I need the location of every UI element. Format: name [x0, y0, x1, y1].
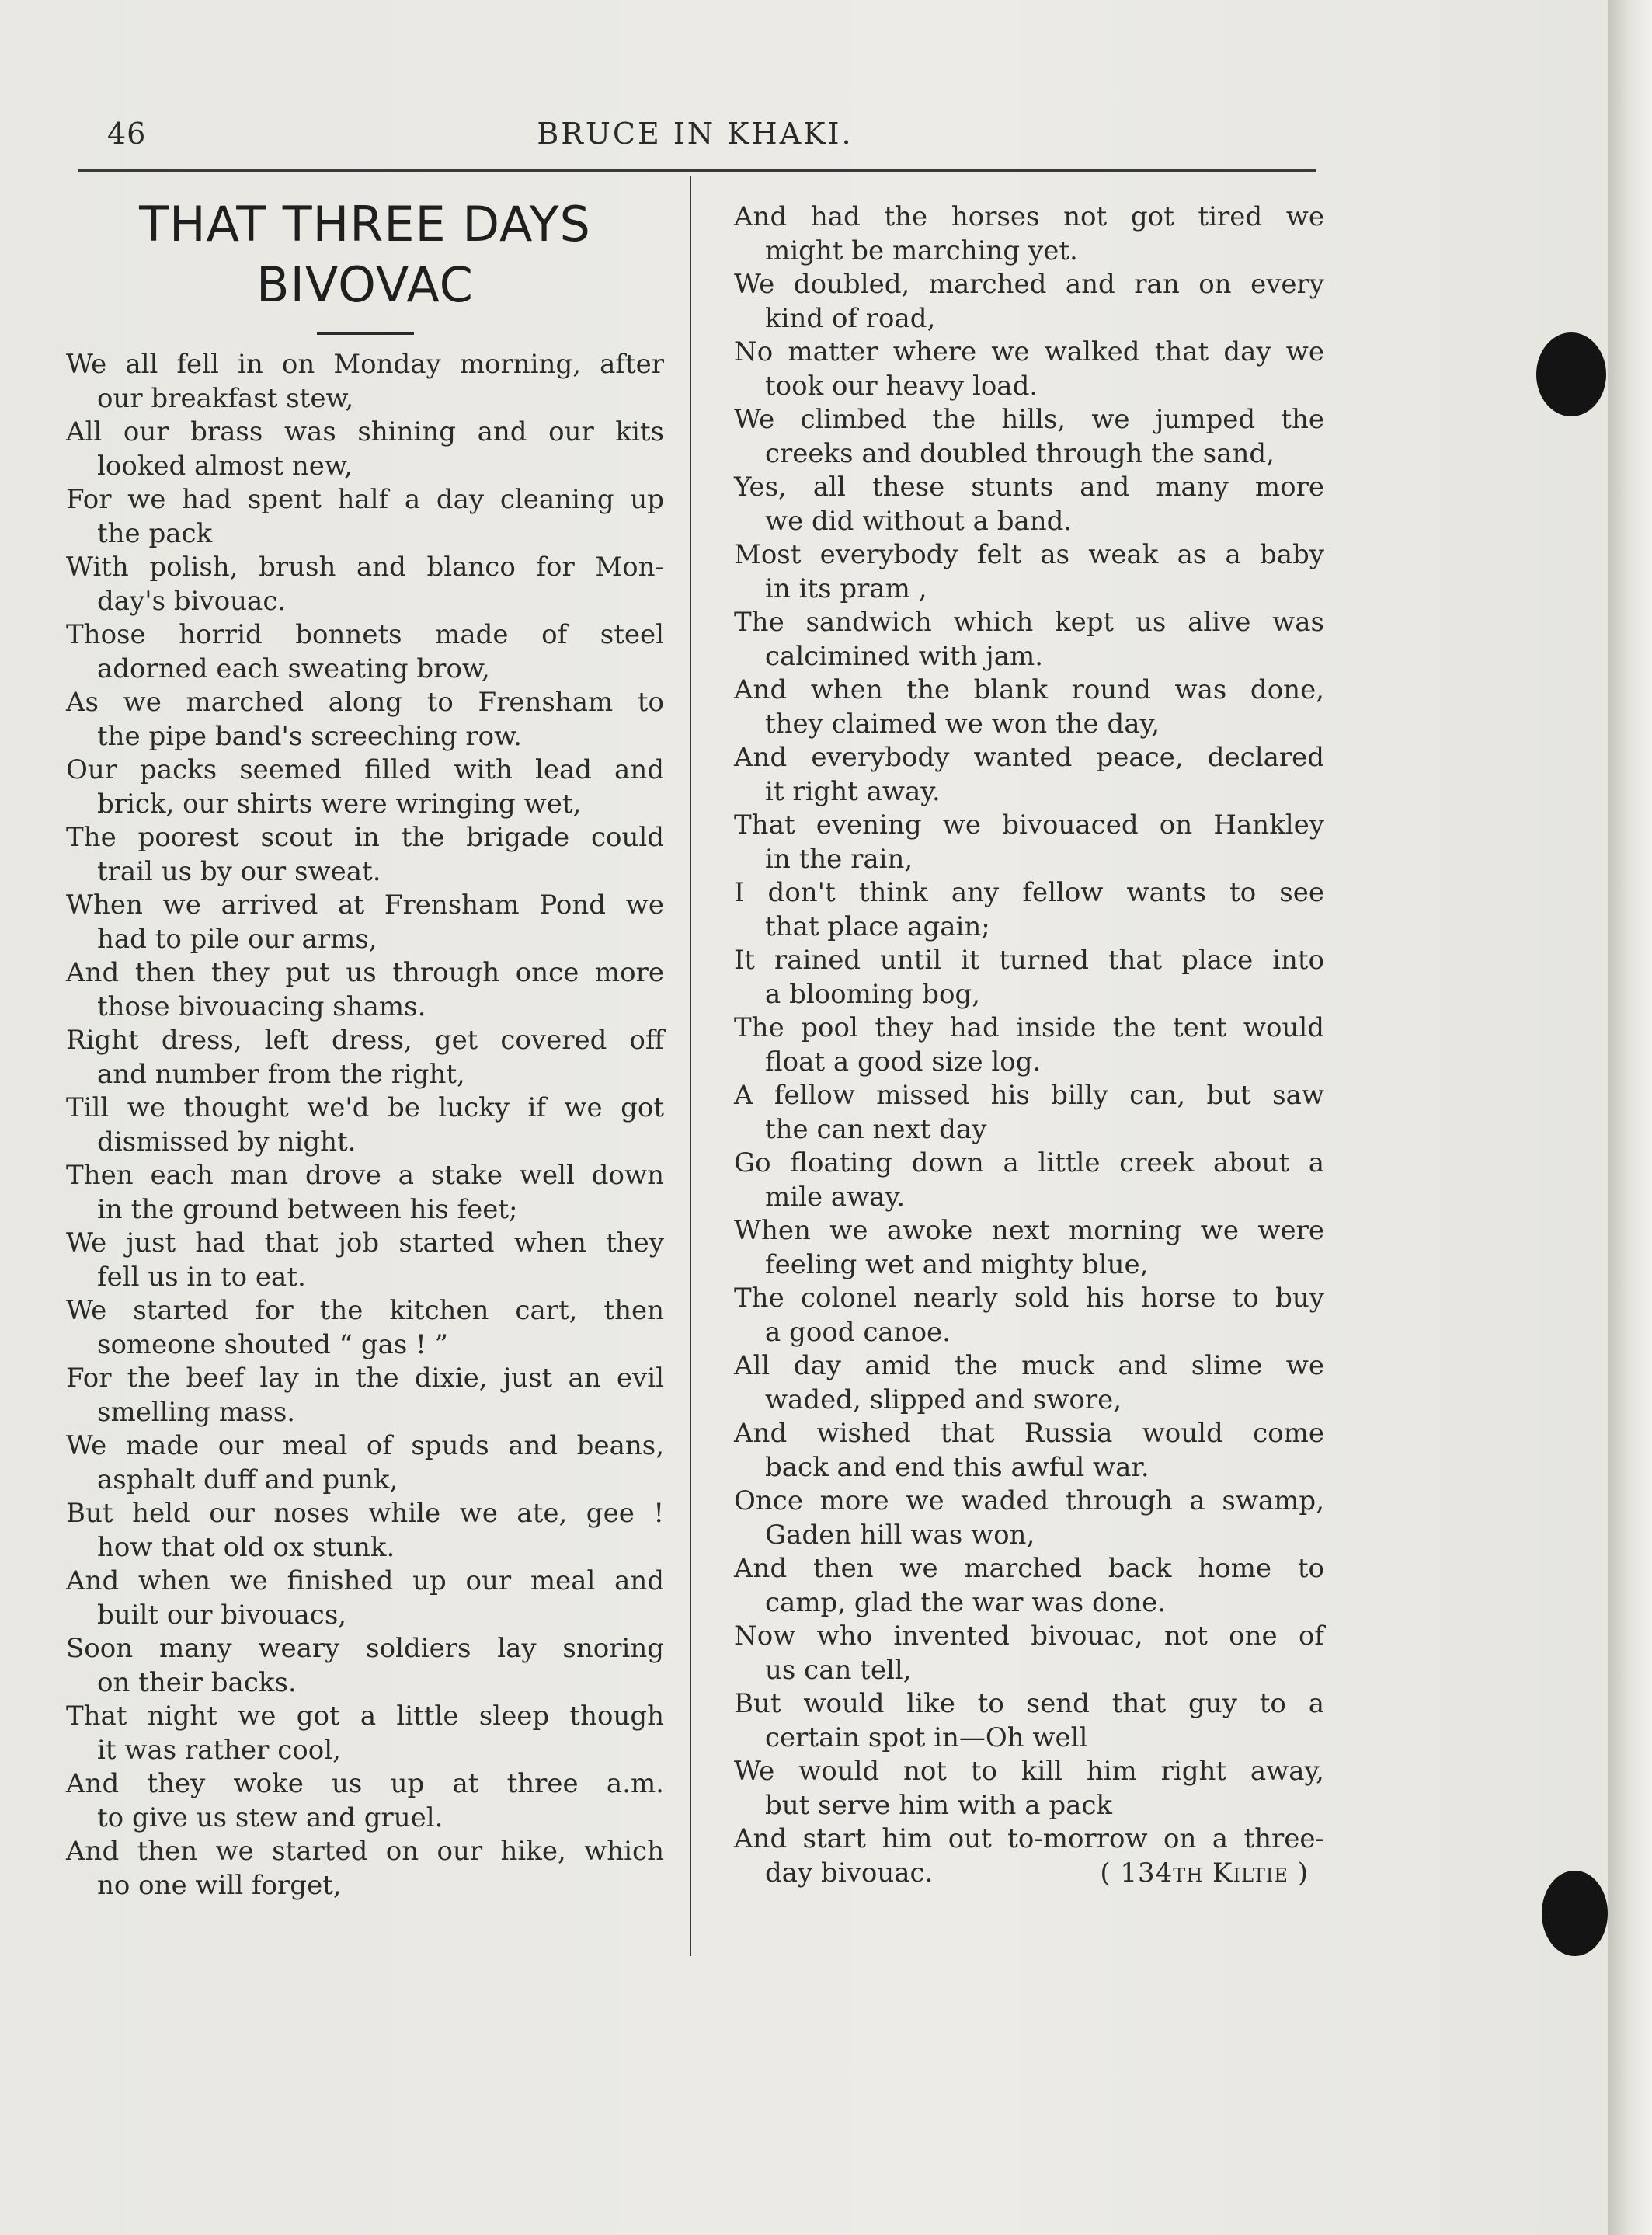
verse-line-continued: the pipe band's screeching row. [97, 720, 522, 752]
right-column [734, 200, 1324, 1890]
verse-line-continued: that place again; [765, 910, 990, 942]
verse-line: We just had that job started when they [66, 1227, 664, 1258]
verse-line-continued: might be marching yet. [765, 235, 1078, 266]
verse-line-continued: we did without a band. [765, 505, 1073, 537]
verse-line: We started for the kitchen cart, then [66, 1295, 664, 1326]
couplet [66, 956, 664, 1024]
couplet [734, 809, 1324, 876]
couplet [66, 1767, 664, 1835]
verse-line-continued: looked almost new, [97, 450, 353, 482]
verse-line: Those horrid bonnets made of steel [66, 619, 664, 650]
couplet [66, 686, 664, 754]
header-rule [78, 169, 1316, 172]
couplet [734, 606, 1324, 674]
couplet [734, 1147, 1324, 1214]
verse-line: We all fell in on Monday morning, after [66, 349, 664, 380]
verse-line-continued: they claimed we won the day, [765, 708, 1160, 740]
couplet [66, 1497, 664, 1565]
verse-line-continued: dismissed by night. [97, 1126, 356, 1158]
poem-title-line-2: BIVOVAC [256, 256, 474, 313]
verse-line-continued: the can next day [765, 1113, 987, 1145]
verse-line: All our brass was shining and our kits [66, 416, 664, 447]
verse-line-continued: it right away. [765, 775, 941, 807]
verse-line-continued: had to pile our arms, [97, 923, 377, 955]
verse-line-continued: a good canoe. [765, 1316, 951, 1348]
couplet [734, 1079, 1324, 1147]
verse-line-continued: our breakfast stew, [97, 382, 354, 414]
verse-line-continued: trail us by our sweat. [97, 855, 381, 887]
verse-line-continued: float a good size log. [765, 1046, 1042, 1077]
verse-line: The colonel nearly sold his horse to buy [734, 1283, 1324, 1314]
running-head [78, 117, 1313, 155]
couplet [66, 754, 664, 821]
verse-line: And when we finished up our meal and [66, 1565, 664, 1596]
left-column [66, 348, 664, 1903]
verse-line-continued: calcimined with jam. [765, 640, 1044, 672]
verse-line: Most everybody felt as weak as a baby [734, 539, 1324, 570]
couplet [734, 1620, 1324, 1687]
verse-line-continued: feeling wet and mighty blue, [765, 1248, 1149, 1280]
verse-line-continued: built our bivouacs, [97, 1599, 347, 1631]
couplet [66, 551, 664, 618]
verse-line: Right dress, left dress, get covered off [66, 1025, 664, 1056]
verse-line: And start him out to-morrow on a three- [734, 1823, 1324, 1854]
couplet [66, 1227, 664, 1294]
couplet [734, 741, 1324, 809]
verse-line-continued: camp, glad the war was done. [765, 1586, 1167, 1618]
verse-line-continued: adorned each sweating brow, [97, 653, 490, 684]
verse-line: Go floating down a little creek about a [734, 1147, 1324, 1178]
verse-line-continued: on their backs. [97, 1666, 297, 1698]
verse-line: Yes, all these stunts and many more [734, 472, 1324, 503]
couplet [66, 1024, 664, 1091]
verse-line: We would not to kill him right away, [734, 1756, 1324, 1787]
verse-line-continued: in the ground between his feet; [97, 1193, 518, 1225]
verse-line: And then we started on our hike, which [66, 1836, 664, 1867]
verse-line-continued: us can tell, [765, 1654, 912, 1686]
verse-line: For we had spent half a day cleaning up [66, 484, 664, 515]
couplet [66, 1362, 664, 1429]
couplet [66, 1429, 664, 1497]
title-rule [317, 332, 414, 335]
verse-line-continued: certain spot in—Oh well [765, 1722, 1088, 1753]
couplet [734, 1349, 1324, 1417]
couplet [734, 876, 1324, 944]
couplet [66, 889, 664, 956]
verse-line-continued: creeks and doubled through the sand, [765, 437, 1275, 469]
couplet [734, 1687, 1324, 1755]
verse-line: The poorest scout in the brigade could [66, 822, 664, 853]
verse-line: Soon many weary soldiers lay snoring [66, 1633, 664, 1664]
verse-line-continued: took our heavy load. [765, 370, 1038, 402]
verse-line: When we arrived at Frensham Pond we [66, 889, 664, 921]
couplet [66, 1091, 664, 1159]
page-number: 46 [107, 117, 147, 151]
couplet [66, 1159, 664, 1227]
couplet [66, 348, 664, 416]
verse-line-continued: kind of road, [765, 302, 936, 334]
verse-line: And they woke us up at three a.m. [66, 1768, 664, 1799]
verse-line: Then each man drove a stake well down [66, 1160, 664, 1191]
couplet [66, 821, 664, 889]
verse-line: For the beef lay in the dixie, just an evil [66, 1363, 664, 1394]
running-title: BRUCE IN KHAKI. [537, 117, 854, 151]
poem-title-line-1: THAT THREE DAYS [139, 196, 591, 252]
couplet [66, 416, 664, 483]
verse-line: I don't think any fellow wants to see [734, 877, 1324, 908]
verse-line: Till we thought we'd be lucky if we got [66, 1092, 664, 1123]
couplet [66, 1565, 664, 1632]
verse-line-continued: those bivouacing shams. [97, 990, 426, 1022]
verse-line-continued: in the rain, [765, 843, 913, 875]
couplet [66, 483, 664, 551]
verse-line-continued: but serve him with a pack [765, 1789, 1113, 1821]
verse-line-continued: day's bivouac. [97, 585, 287, 617]
verse-line-continued: Gaden hill was won, [765, 1519, 1035, 1551]
poem-title [66, 194, 664, 335]
verse-line: Now who invented bivouac, not one of [734, 1621, 1324, 1652]
couplet [734, 336, 1324, 403]
verse-line: With polish, brush and blanco for Mon- [66, 552, 664, 583]
verse-line: Our packs seemed filled with lead and [66, 754, 664, 785]
verse-line: The pool they had inside the tent would [734, 1012, 1324, 1043]
verse-line: Once more we waded through a swamp, [734, 1485, 1324, 1516]
verse-line-continued: it was rather cool, [97, 1734, 341, 1766]
verse-line-continued [734, 1857, 1324, 1891]
verse-line-continued: to give us stew and gruel. [97, 1802, 443, 1833]
verse-line-continued: mile away. [765, 1181, 906, 1213]
verse-line: That evening we bivouaced on Hankley [734, 809, 1324, 841]
couplet [734, 1214, 1324, 1282]
couplet [66, 1835, 664, 1903]
verse-line-continued: someone shouted “ gas ! ” [97, 1328, 448, 1360]
binding-hole-bottom [1542, 1871, 1608, 1956]
couplet [734, 1011, 1324, 1079]
verse-line: But held our noses while we ate, gee ! [66, 1498, 664, 1529]
verse-line: The sandwich which kept us alive was [734, 607, 1324, 638]
verse-line-continued: fell us in to eat. [97, 1261, 306, 1293]
verse-line: We made our meal of spuds and beans, [66, 1430, 664, 1461]
author-signature: ( 134th Kiltie ) [1100, 1857, 1309, 1889]
verse-line: When we awoke next morning we were [734, 1215, 1324, 1246]
couplet [734, 1282, 1324, 1349]
verse-line: And then we marched back home to [734, 1553, 1324, 1584]
verse-line: And when the blank round was done, [734, 674, 1324, 705]
couplet [734, 268, 1324, 336]
verse-line-continued: the pack [97, 517, 213, 549]
couplet [734, 403, 1324, 471]
verse-line: We doubled, marched and ran on every [734, 269, 1324, 300]
verse-line: That night we got a little sleep though [66, 1701, 664, 1732]
binding-hole-top [1536, 332, 1606, 416]
couplet [734, 674, 1324, 741]
verse-line-continued: back and end this awful war. [765, 1451, 1149, 1483]
verse-line-continued: in its pram , [765, 573, 927, 604]
couplet [66, 1700, 664, 1767]
verse-line-continued: asphalt duff and punk, [97, 1464, 398, 1495]
couplet [734, 1755, 1324, 1822]
verse-line-continued: waded, slipped and swore, [765, 1384, 1122, 1415]
verse-line: All day amid the muck and slime we [734, 1350, 1324, 1381]
verse-line-text: day bivouac. [765, 1857, 934, 1889]
verse-line: And wished that Russia would come [734, 1418, 1324, 1449]
verse-line-continued: no one will forget, [97, 1869, 342, 1901]
couplet [734, 1417, 1324, 1485]
verse-line: As we marched along to Frensham to [66, 687, 664, 718]
verse-line: We climbed the hills, we jumped the [734, 404, 1324, 435]
couplet [734, 1485, 1324, 1552]
verse-line: And everybody wanted peace, declared [734, 742, 1324, 773]
column-divider [690, 176, 691, 1956]
couplet [66, 618, 664, 686]
couplet [66, 1294, 664, 1362]
verse-line: And then they put us through once more [66, 957, 664, 988]
verse-line-continued: and number from the right, [97, 1058, 465, 1090]
verse-line: No matter where we walked that day we [734, 336, 1324, 367]
verse-line: And had the horses not got tired we [734, 201, 1324, 232]
couplet [734, 538, 1324, 606]
verse-line: A fellow missed his billy can, but saw [734, 1080, 1324, 1111]
verse-line-continued: how that old ox stunk. [97, 1531, 395, 1563]
couplet [734, 1552, 1324, 1620]
verse-line-continued: a blooming bog, [765, 978, 981, 1010]
page-edge [1608, 0, 1652, 2235]
verse-line: But would like to send that guy to a [734, 1688, 1324, 1719]
verse-line-continued: brick, our shirts were wringing wet, [97, 788, 582, 820]
couplet [734, 200, 1324, 268]
couplet [66, 1632, 664, 1700]
couplet [734, 471, 1324, 538]
verse-line-continued: smelling mass. [97, 1396, 296, 1428]
verse-line: It rained until it turned that place into [734, 945, 1324, 976]
couplet [734, 1822, 1324, 1890]
couplet [734, 944, 1324, 1011]
